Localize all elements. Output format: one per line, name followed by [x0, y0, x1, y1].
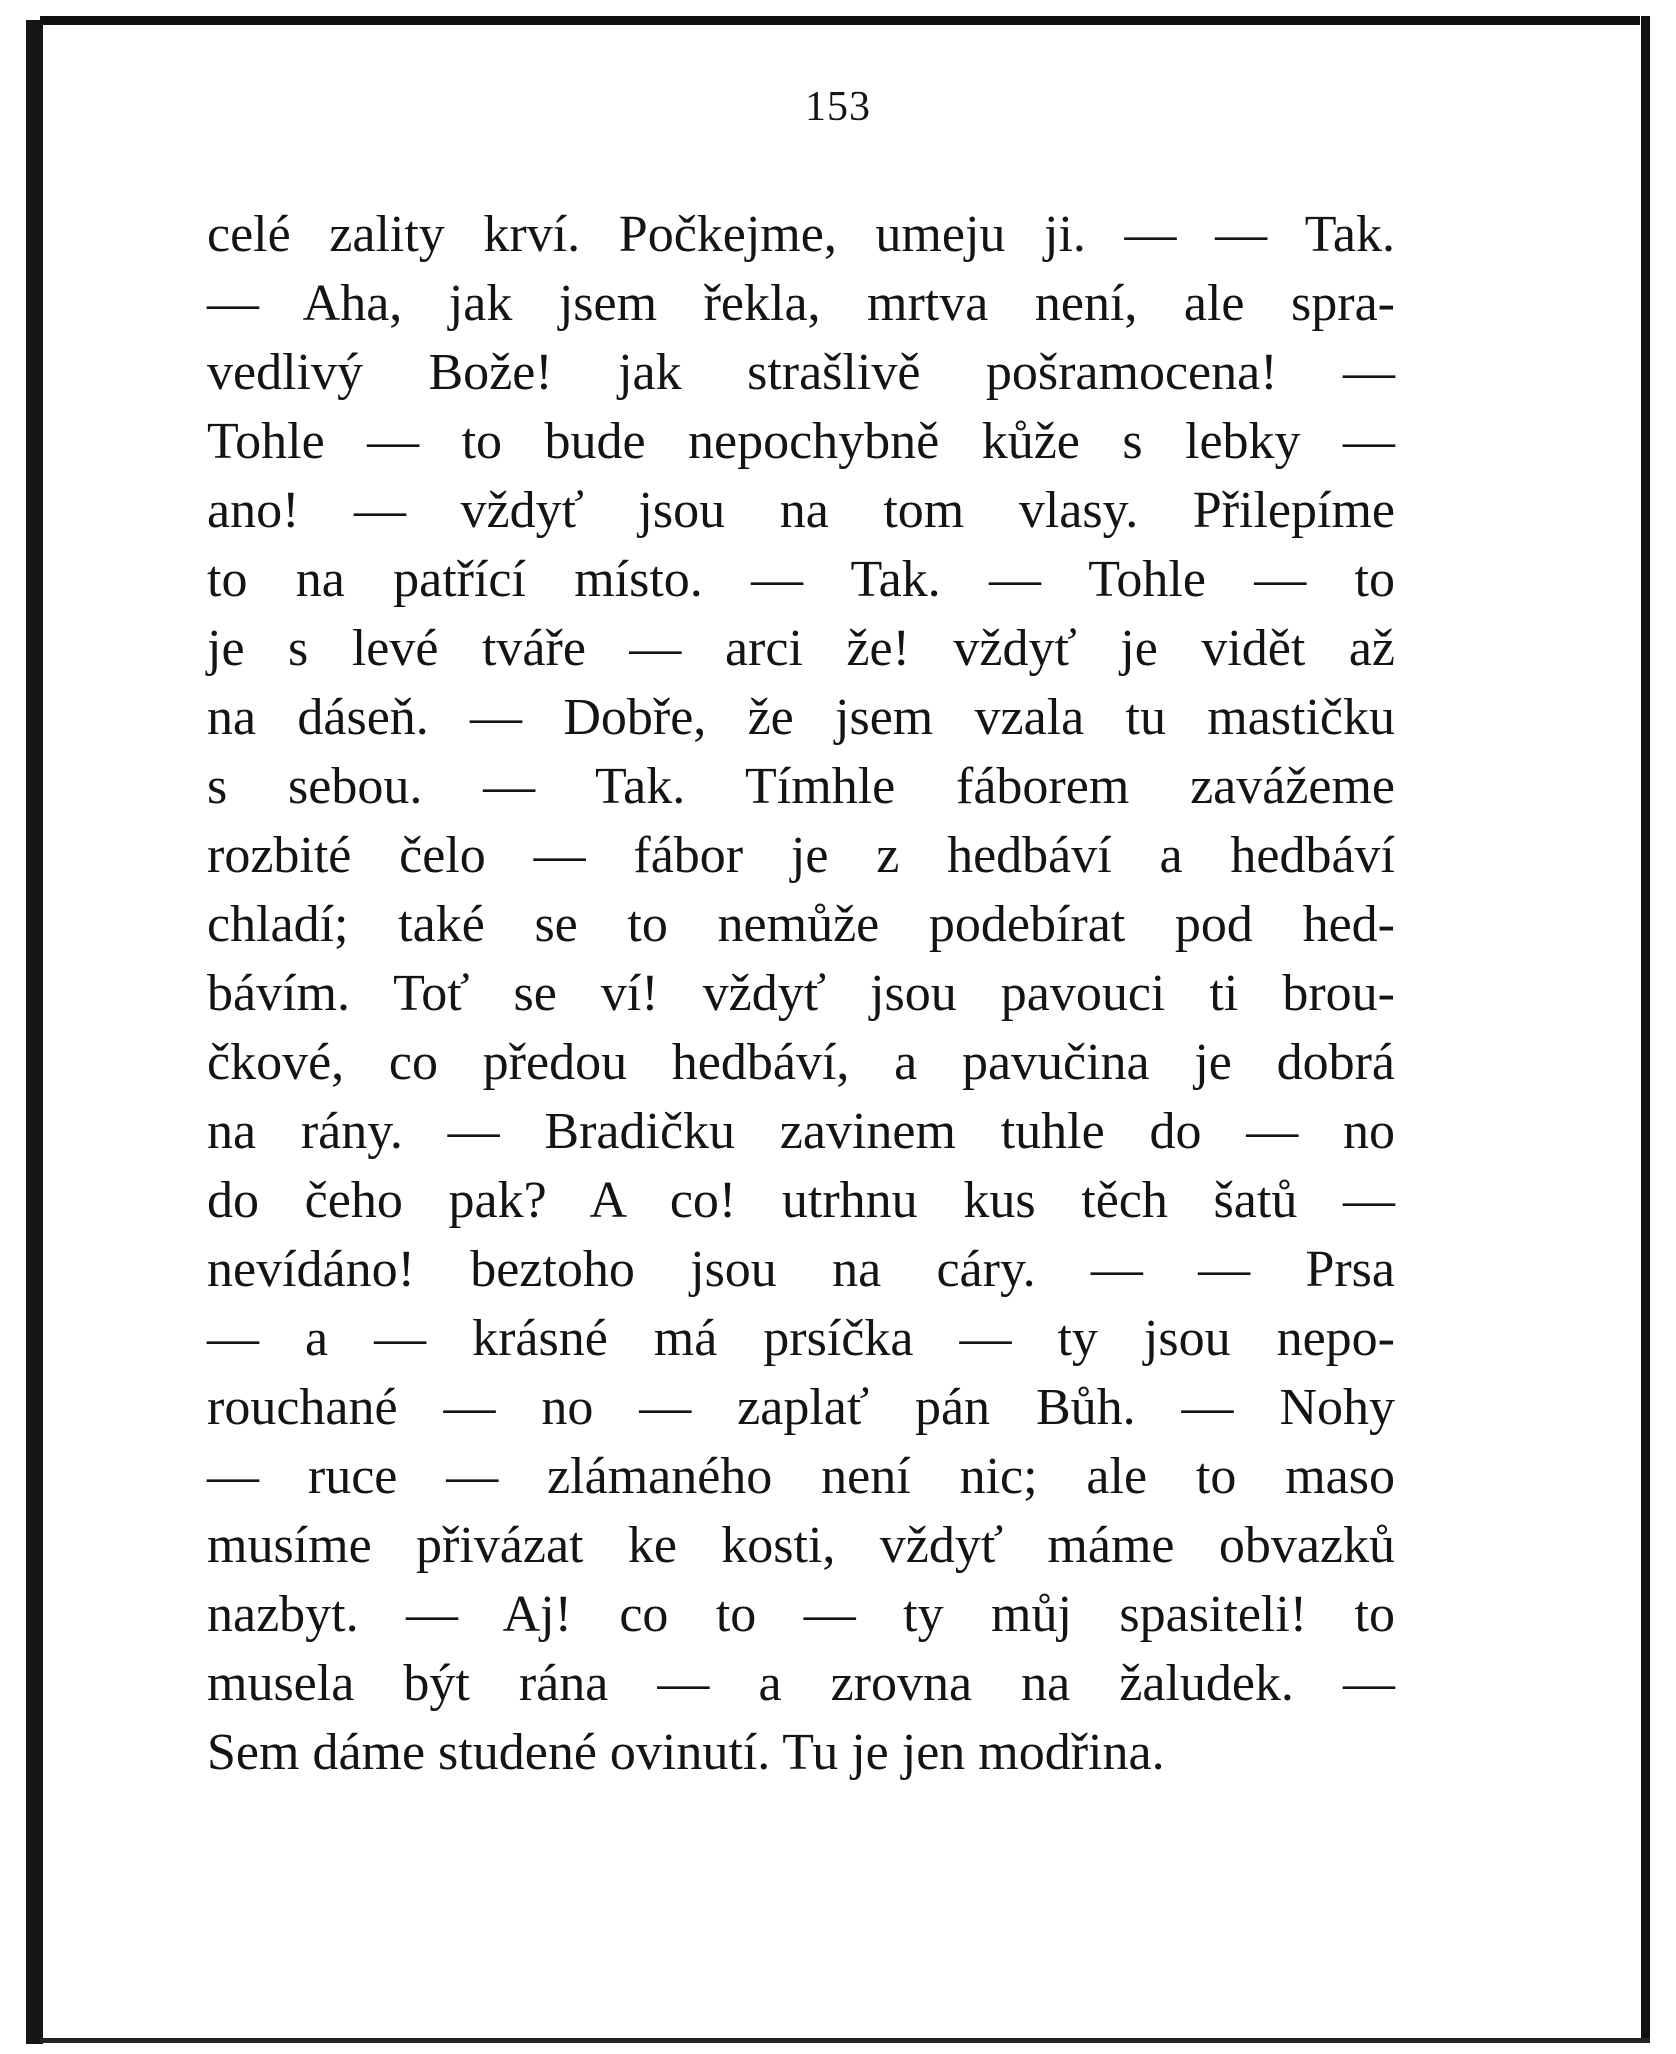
text-line: Sem dáme studené ovinutí. Tu je jen modřina. — [207, 1724, 1165, 1781]
book-binding-edge — [26, 20, 43, 2044]
text-line: na rány. — Bradičku zavinem tuhle do — no — [207, 1103, 1395, 1160]
text-line: musíme přivázat ke kosti, vždyť máme obvazků — [207, 1517, 1395, 1574]
text-line: chladí; také se to nemůže podebírat pod hed- — [207, 896, 1395, 953]
text-line: do čeho pak? A co! utrhnu kus těch šatů — — [207, 1172, 1395, 1229]
text-line: s sebou. — Tak. Tímhle fáborem zavážeme — [207, 758, 1395, 815]
text-line: ano! — vždyť jsou na tom vlasy. Přilepíme — [207, 482, 1395, 539]
text-line: nevídáno! beztoho jsou na cáry. — — Prsa — [207, 1241, 1395, 1298]
text-line: celé zality krví. Počkejme, umeju ji. — — Tak. — [207, 206, 1395, 263]
text-line: nazbyt. — Aj! co to — ty můj spasiteli! to — [207, 1586, 1395, 1643]
body-text — [207, 200, 1395, 1787]
text-line: bávím. Toť se ví! vždyť jsou pavouci ti brou- — [207, 965, 1395, 1022]
scan-border-top — [40, 16, 1640, 25]
text-line: Tohle — to bude nepochybně kůže s lebky — — [207, 413, 1395, 470]
scan-border-bottom — [40, 2038, 1650, 2043]
text-line: rozbité čelo — fábor je z hedbáví a hedbáví — [207, 827, 1395, 884]
text-line: rouchané — no — zaplať pán Bůh. — Nohy — [207, 1379, 1395, 1436]
text-line: čkové, co předou hedbáví, a pavučina je dobrá — [207, 1034, 1395, 1091]
text-line: na dáseň. — Dobře, že jsem vzala tu mastičku — [207, 689, 1395, 746]
text-line: — Aha, jak jsem řekla, mrtva není, ale spra- — [207, 275, 1395, 332]
text-line: — ruce — zlámaného není nic; ale to maso — [207, 1448, 1395, 1505]
scan-border-right — [1641, 16, 1650, 2042]
text-line: vedlivý Bože! jak strašlivě pošramocena! — — [207, 344, 1395, 401]
text-line: — a — krásné má prsíčka — ty jsou nepo- — [207, 1310, 1395, 1367]
text-line: je s levé tváře — arci že! vždyť je vidět až — [207, 620, 1395, 677]
text-line: to na patřící místo. — Tak. — Tohle — to — [207, 551, 1395, 608]
page-number: 153 — [805, 84, 871, 130]
text-line: musela být rána — a zrovna na žaludek. — — [207, 1655, 1395, 1712]
